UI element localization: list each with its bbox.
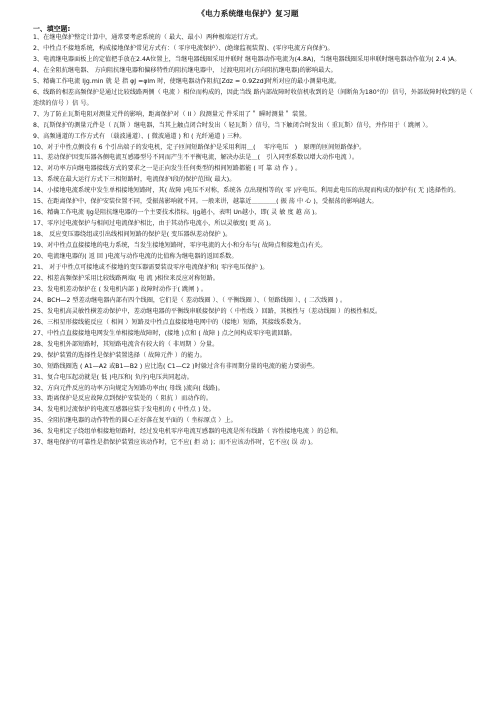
question-item: 37、继电保护的可靠性是指保护装置应该动作时，它不应( 拒 动 )；而不应该动作时，它不应( 误 动 )。: [33, 439, 317, 447]
question-item: 6、线路的相差高频保护是通过比较线路两侧（ 电流 ）相位而构成的，因此当线 路内部故障时收信机收到的是（间断角为180°的）信号，外部故障时收到的是（ 连续的信号 ）信 号。: [33, 88, 473, 107]
question-item: 14、小接地电流系统中发生单相接地短路时，其( 故障 )电压不对称，系统各 点出现相等的( 零 )序电压。利用此电压的出现而构成的保护有( 无 )选择性的。: [33, 187, 460, 195]
question-item: 32、方向元件反应的功率方向规定为短路功率由( 母线 )流向( 线路)。: [33, 384, 224, 392]
question-item: 33、距离保护是反应故障点到保护安装处的（ 阻抗 ）而动作的。: [33, 395, 213, 403]
question-item: 24、BCH—2 型差动继电器内部有四个线圈，它们是（ 差动线圈 ）、（ 平衡线圈 ）、（ 短路线圈 ）、( 二次线圈 ) 。: [33, 296, 347, 304]
question-item: 8、瓦斯保护的测量元件是（ 瓦斯 ）继电器，当其上触点闭合时发出（ 轻瓦斯 ）信号，当下触闭合时发出（ 重瓦斯）信号，并作用于（ 跳闸 ）。: [33, 121, 432, 129]
question-item: 28、发电机外部短路时，其短路电流含有较大的（ 非周期 ）分量。: [33, 340, 219, 348]
question-item: 18、 反应变压器绕组或引出线相间短路的保护是( 变压器纵差动保护 )。: [33, 231, 232, 239]
question-item: 12、对功率方向继电器接线方式的要求之一是正向发生任何类型的相间短路都能 ( 可 靠 动 作 ) 。: [33, 165, 302, 173]
question-item: 34、发电机过流保护的电流互感器应装于发电机的 ( 中性点 ) 处。: [33, 406, 215, 414]
question-item: 31、复合电压起动就是( 低 )电压和( 负序)电压共同起动。: [33, 373, 193, 381]
question-item: 10、对于中性点侧没有 6 个引出端子的发电机，定子匝间短路保护是采用利用＿( 零序电压 ) 原理的匝间短路保护。: [33, 143, 366, 151]
question-item: 7、为了防止瓦斯电阻对测量元件的影响，距离保护对（ II ）段测量元 件采用了＂ 瞬时测量＂ 装置。: [33, 110, 311, 118]
question-item: 15、在距离保护中，保护安装位置不同，受振荡影响就不同。一般来讲，越靠近＿＿＿＿( 振 荡 中 心 )，受振荡的影响越大。: [33, 198, 378, 206]
question-item: 17、零序过电流保护与相间过电流保护相比，由于其动作电流小，所以灵敏度( 更 高 )。: [33, 220, 275, 228]
question-item: 30、短路线圈选 ( A1—A2 或B1—B2 ) 应比选( C1—C2 )时躲过含有非周期分量的电流的能力要弱些。: [33, 362, 319, 370]
question-item: 4、在全阻抗继电器、 方向阻抗继电器和偏移特性的阻抗继电器中， 过渡电阻对(方向阻抗继电器)的影响最大。: [33, 66, 337, 74]
question-item: 2、中性点不接地系统，构成接地保护常见方式有：（ 零序电流保护）、(绝缘监视装置)、(零序电流方向保护)。: [33, 44, 334, 52]
question-item: 16、精确工作电流 Ijg是阻抗继电器的一个主要技术指标。Ijg越小，表明 Un越小，即( 灵 敏 度 越 高 )。: [33, 209, 321, 217]
question-item: 1、在继电保护整定计算中，通常要考虑系统的（ 最大、最小）两种极端运行方式。: [33, 34, 262, 41]
question-item: 35、全阻抗继电器的动作特性的圆心正好落在复平面的（ 坐标原点 ）上。: [33, 417, 237, 425]
question-item: 11、差动保护因变压器各侧电流互感器型号不同而产生不平衡电流，解决办法是＿( 引入同型系数以增大动作电流 ）。: [33, 154, 359, 162]
question-item: 3、电流继电器面板上的定值把手放在2.4A位置上，当继电器线圈采用并联时 继电器动作电流为(4.8A)，当继电器线圈采用串联时继电器动作值为( 2.4 )A。: [33, 55, 461, 63]
question-item: 27、中性点直接接地电网发生单相接地故障时，(接地 )点和 ( 故障 ) 点之间构成零序电流回路。: [33, 329, 296, 337]
section-heading-fill-in: 一、填空题:: [33, 25, 71, 33]
question-item: 29、保护装置的选择性是保护装置选择（ 故障元件 ）的能力。: [33, 351, 206, 359]
question-item: 22、相差高频保护采用比较线路两端( 电 流 )相位来反应对称短路。: [33, 274, 219, 282]
question-list: [33, 33, 473, 449]
question-item: 36、发电机定子绕组单相接地短路时，经过发电机零序电流互感器的电流是所有线路（ 容性接地电流 ）的总和。: [33, 428, 343, 436]
document-title: 《电力系统继电保护》复习题: [197, 9, 299, 18]
question-item: 13、系统在最大运行方式下三相短路时，电流保护Ⅰ段的保护范围( 最大)。: [33, 176, 236, 184]
question-item: 20、电流继电器的( 返 回 )电流与动作电流的比值称为继电器的返回系数。: [33, 253, 238, 261]
question-item: 9、高频通道的工作方式有 （载波通道）、( 微波通道 ) 和 ( 光纤通道 ) 三种。: [33, 132, 246, 140]
question-item: 25、发电机高灵敏性横差动保护中，差动继电器的平衡线串联接保护的（ 中性线 ）回路，其极性与（差动线圈 ）的极性相反。: [33, 307, 382, 315]
question-item: 21、 对于中性点可接地或不接地的变压器需要装设零序电流保护和( 零序电压保护 )。: [33, 264, 269, 272]
question-item: 23、发电机差动保护在 ( 发电机内部 ) 故障时动作于( 跳闸 ) 。: [33, 285, 208, 293]
question-item: 5、精确工作电流 Ijg.min 就 是 指 φJ =φlm 时，使继电器动作阻抗[Zdz = 0.9Zzd]时所对应的最小测量电流。: [33, 77, 341, 85]
question-item: 26、三相星形接线能反应（ 相间 ）短路及中性点直接接地电网中的（接地）短路，其接线系数为。: [33, 318, 305, 326]
question-item: 19、对中性点直接接地的电力系统，当发生接地短路时，零序电流的大小和分布与( 故障点和接地点)有关。: [33, 242, 327, 250]
